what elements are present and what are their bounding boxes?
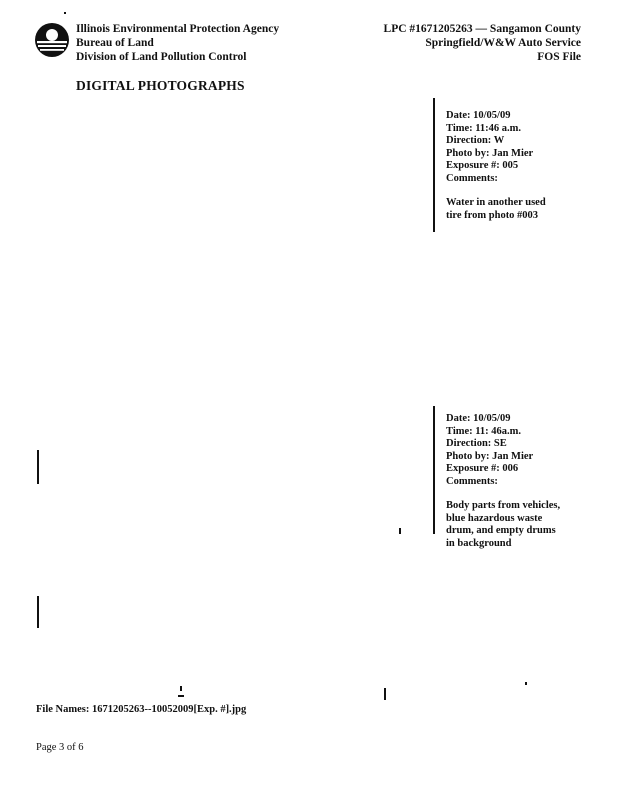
photo-author: Photo by: Jan Mier	[446, 450, 534, 462]
photo-time: Time: 11:46 a.m.	[446, 122, 522, 134]
photo-exposure: Exposure #: 005	[446, 160, 519, 171]
file-names: File Names: 1671205263--10052009[Exp. #].jpg	[36, 704, 247, 715]
scan-artifact	[384, 688, 386, 700]
scan-artifact	[178, 695, 184, 697]
photo-direction: Direction: SE	[446, 438, 507, 449]
photo-direction: Direction: W	[446, 135, 505, 146]
photo-comments-label: Comments:	[446, 475, 498, 487]
page-title: DIGITAL PHOTOGRAPHS	[76, 78, 245, 93]
division-name: Division of Land Pollution Control	[76, 51, 247, 63]
photo-author: Photo by: Jan Mier	[446, 147, 534, 159]
photo-comment-line: Body parts from vehicles,	[446, 500, 561, 511]
photo-comment-line: blue hazardous waste	[446, 512, 543, 524]
scan-artifact	[64, 12, 66, 14]
photo-info-1	[446, 110, 546, 222]
photo-comment-line: in background	[446, 537, 512, 549]
agency-name: Illinois Environmental Protection Agency	[76, 23, 280, 35]
photo-time: Time: 11: 46a.m.	[446, 425, 522, 437]
photo-comment-line: Water in another used	[446, 197, 546, 208]
site-id: LPC #1671205263 — Sangamon County	[383, 23, 581, 35]
scan-artifact	[180, 686, 182, 691]
photo-comment-line: tire from photo #003	[446, 209, 539, 221]
scan-artifact	[399, 528, 401, 534]
scan-artifact	[525, 682, 527, 685]
photo-divider	[433, 98, 435, 232]
photo-comment-line: drum, and empty drums	[446, 525, 556, 536]
photo-comments-label: Comments:	[446, 172, 498, 184]
site-header	[384, 22, 581, 64]
scan-artifact	[37, 450, 39, 484]
photo-exposure: Exposure #: 006	[446, 463, 519, 474]
photo-date: Date: 10/05/09	[446, 413, 511, 424]
file-type: FOS File	[537, 51, 581, 63]
agency-header	[76, 22, 279, 64]
bureau-name: Bureau of Land	[76, 37, 154, 49]
scan-artifact	[37, 596, 39, 628]
site-name: Springfield/W&W Auto Service	[425, 37, 581, 49]
illinois-epa-logo-icon	[34, 22, 70, 58]
photo-divider	[433, 406, 435, 534]
photo-date: Date: 10/05/09	[446, 110, 511, 121]
page-number: Page 3 of 6	[36, 742, 84, 753]
photo-info-2	[446, 413, 560, 550]
